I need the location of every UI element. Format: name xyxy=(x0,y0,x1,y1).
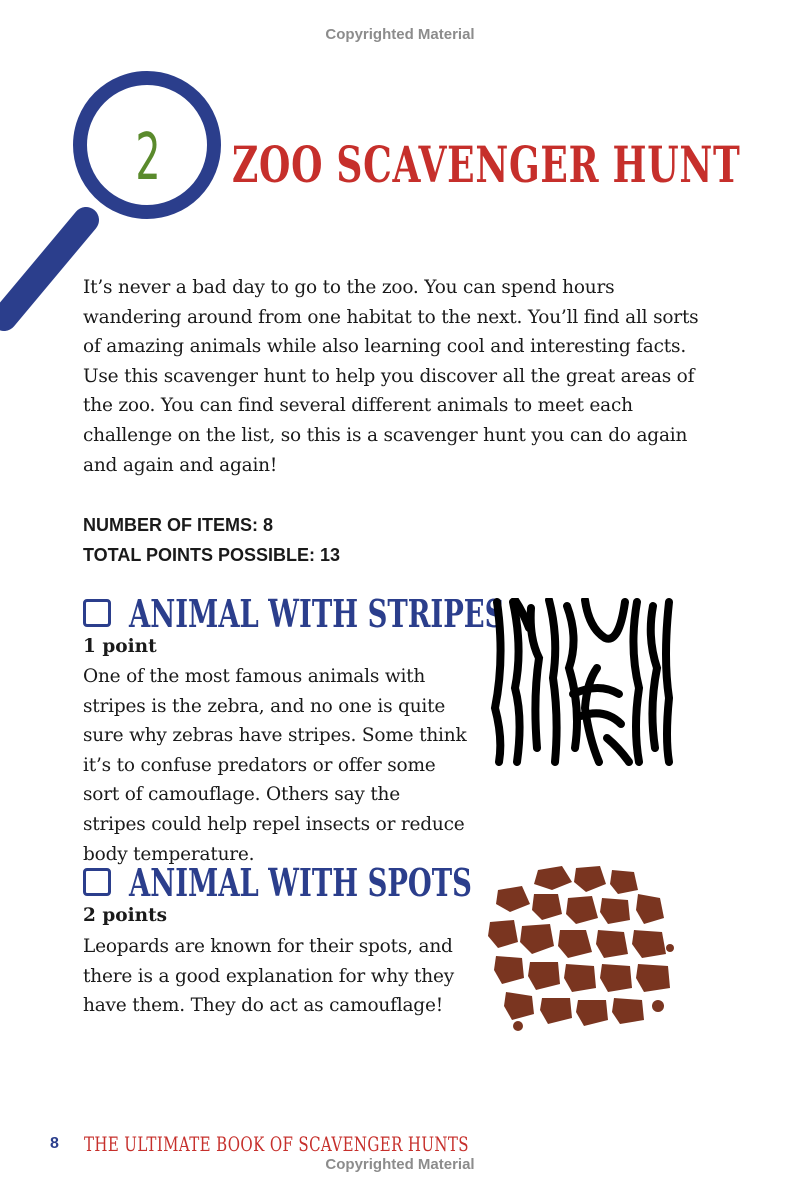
item-spots-title: ANIMAL WITH SPOTS xyxy=(129,859,472,905)
number-of-items: NUMBER OF ITEMS: 8 xyxy=(83,515,274,535)
book-title: THE ULTIMATE BOOK OF SCAVENGER HUNTS xyxy=(84,1132,469,1156)
item-stripes-body xyxy=(83,662,468,869)
hunt-stats xyxy=(83,510,340,570)
item-stripes-points: 1 point xyxy=(83,636,157,657)
watermark-top: Copyrighted Material xyxy=(325,26,475,43)
watermark-bottom: Copyrighted Material xyxy=(325,1156,475,1173)
item-spots-body xyxy=(83,932,468,1021)
item-spots-text: Leopards are known for their spots, and there is a good explanation for why they have them. They do act as camouflage! xyxy=(83,936,454,1017)
item-stripes-checkbox[interactable] xyxy=(83,599,111,627)
item-stripes-text: One of the most famous animals with stripes is the zebra, and no one is quite sure why zebras have stripes. Some think it’s to confuse predators or offer some sort of camouflage. Others say the stripes could help repel insects or reduce body temperature. xyxy=(83,666,467,865)
intro-paragraph: It’s never a bad day to go to the zoo. You can spend hours wandering around from one habitat to the next. You’ll find all sorts of amazing animals while also learning cool and interesting facts. Use this scavenger hunt to help you discover all the great areas of the zoo. You can find several different animals to meet each challenge on the list, so this is a scavenger hunt you can do again and again and again! xyxy=(83,277,699,476)
chapter-title: ZOO SCAVENGER HUNT xyxy=(232,135,741,194)
zebra-stripes-icon xyxy=(489,598,674,766)
chapter-number: 2 xyxy=(135,121,161,195)
giraffe-spots-icon xyxy=(488,864,678,1034)
page-number: 8 xyxy=(50,1135,59,1152)
item-stripes-title: ANIMAL WITH STRIPES xyxy=(129,590,505,636)
item-spots-points: 2 points xyxy=(83,905,168,926)
total-points: TOTAL POINTS POSSIBLE: 13 xyxy=(83,545,341,565)
item-spots-checkbox[interactable] xyxy=(83,868,111,896)
